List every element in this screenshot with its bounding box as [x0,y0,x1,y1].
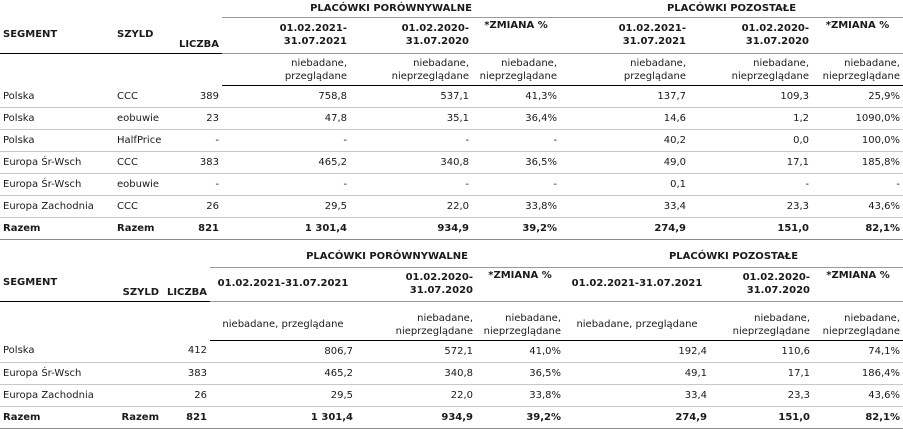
cell-c2020: - [350,130,472,152]
col-header-period-2020: 01.02.2020- 31.07.2020 [356,267,476,301]
other-period-2020-line1: 01.02.2020- [741,23,810,34]
col-header-other-period-2021: 01.02.2021-31.07.2021 [564,267,710,301]
cell-o2021: 137,7 [560,86,689,108]
cell-brand: eobuwie [114,174,174,196]
table-row [0,174,903,196]
table-row [0,384,903,406]
col-header-brand: SZYLD [114,267,162,301]
cell-o2020: 109,3 [689,86,812,108]
group-header-other: PLACÓWKI POZOSTAŁE [560,0,903,18]
col-header-count: LICZBA [174,18,222,54]
cell-cchg: 33,8% [476,384,564,406]
cell-c2021: 47,8 [222,108,350,130]
cell-brand: CCC [114,196,174,218]
cell-c2020: 22,0 [356,384,476,406]
cell-o2021: 192,4 [564,340,710,362]
note-reviewed: niebadane, przeglądane [222,54,350,86]
total-o2021: 274,9 [560,218,689,240]
table2-rows [0,340,903,428]
col-header-brand: SZYLD [114,18,174,54]
cell-o2021: 49,0 [560,152,689,174]
cell-o2021: 33,4 [560,196,689,218]
cell-ochg: 25,9% [812,86,903,108]
sales-table-by-segment [0,246,903,429]
total-segment: Razem [0,218,114,240]
cell-count: 26 [162,384,210,406]
total-brand: Razem [114,406,162,428]
cell-ochg: 186,4% [813,362,903,384]
cell-c2021: - [222,130,350,152]
total-row [0,218,903,240]
period-2021-line2: 31.07.2021 [283,36,347,47]
period-2020-line2: 31.07.2020 [405,36,469,47]
cell-count: - [174,130,222,152]
note-unreviewed-change: niebadane, nieprzeglądane [472,54,560,86]
col-header-period-2021 [222,18,350,54]
table-row [0,152,903,174]
total-c2021: 1 301,4 [222,218,350,240]
cell-brand [114,384,162,406]
cell-o2020: 1,2 [689,108,812,130]
col-header-segment: SEGMENT [0,18,114,54]
cell-c2021: 758,8 [222,86,350,108]
cell-segment: Polska [0,130,114,152]
col-header-count: LICZBA [162,267,210,301]
cell-c2020: 537,1 [350,86,472,108]
cell-c2021: 465,2 [222,152,350,174]
note-other-unreviewed: niebadane, nieprzeglądane [710,301,813,340]
cell-cchg: 36,4% [472,108,560,130]
cell-ochg: 43,6% [813,384,903,406]
cell-o2021: 49,1 [564,362,710,384]
cell-o2020: 17,1 [689,152,812,174]
note-unreviewed-change: niebadane, nieprzeglądane [476,301,564,340]
cell-o2021: 40,2 [560,130,689,152]
total-cchg: 39,2% [472,218,560,240]
col-header-period-2021: 01.02.2021-31.07.2021 [210,267,356,301]
col-header-other-change: *ZMIANA % [812,18,903,54]
total-count: 821 [174,218,222,240]
cell-brand [114,362,162,384]
group-header-comparable: PLACÓWKI PORÓWNYWALNE [210,246,564,267]
table-row [0,108,903,130]
cell-cchg: 33,8% [472,196,560,218]
total-o2020: 151,0 [710,406,813,428]
note-other-reviewed: niebadane, przeglądane [560,54,689,86]
cell-o2020: 23,3 [710,384,813,406]
cell-ochg: 185,8% [812,152,903,174]
total-o2020: 151,0 [689,218,812,240]
cell-count: 383 [174,152,222,174]
period-2020-line1: 01.02.2020- [401,23,469,34]
table-row [0,362,903,384]
cell-o2020: 17,1 [710,362,813,384]
total-segment: Razem [0,406,114,428]
table-row [0,130,903,152]
note-other-unreviewed: niebadane, nieprzeglądane [689,54,812,86]
other-period-2021-line1: 01.02.2021- [618,23,687,34]
cell-c2021: 29,5 [210,384,356,406]
note-reviewed: niebadane, przeglądane [210,301,356,340]
cell-count: 23 [174,108,222,130]
col-header-change: *ZMIANA % [472,18,560,54]
total-o2021: 274,9 [564,406,710,428]
cell-ochg: 100,0% [812,130,903,152]
cell-segment: Polska [0,86,114,108]
cell-ochg: 1090,0% [812,108,903,130]
total-cchg: 39,2% [476,406,564,428]
col-header-other-period-2020: 01.02.2020- 31.07.2020 [710,267,813,301]
cell-count: - [174,174,222,196]
cell-cchg: 36,5% [472,152,560,174]
cell-c2020: - [350,174,472,196]
cell-c2020: 340,8 [350,152,472,174]
cell-c2020: 22,0 [350,196,472,218]
col-header-period-2020 [350,18,472,54]
note-unreviewed: niebadane, nieprzeglądane [350,54,472,86]
col-header-segment: SEGMENT [0,267,114,301]
table-row [0,86,903,108]
total-c2021: 1 301,4 [210,406,356,428]
col-header-other-change: *ZMIANA % [813,267,903,301]
cell-c2021: 29,5 [222,196,350,218]
blank-header [0,0,222,18]
cell-o2021: 14,6 [560,108,689,130]
total-c2020: 934,9 [350,218,472,240]
cell-brand [114,340,162,362]
col-header-other-period-2020 [689,18,812,54]
cell-cchg: - [472,174,560,196]
cell-segment: Europa Zachodnia [0,196,114,218]
cell-ochg: 43,6% [812,196,903,218]
cell-o2020: 23,3 [689,196,812,218]
cell-count: 412 [162,340,210,362]
total-brand: Razem [114,218,174,240]
note-other-unreviewed-change: niebadane, nieprzeglądane [812,54,903,86]
cell-ochg: - [812,174,903,196]
cell-cchg: - [472,130,560,152]
cell-o2020: 110,6 [710,340,813,362]
total-ochg: 82,1% [813,406,903,428]
cell-c2020: 35,1 [350,108,472,130]
cell-segment: Europa Śr-Wsch [0,152,114,174]
table-row [0,196,903,218]
cell-o2020: 0,0 [689,130,812,152]
total-c2020: 934,9 [356,406,476,428]
cell-c2021: 806,7 [210,340,356,362]
cell-o2020: - [689,174,812,196]
cell-segment: Polska [0,340,114,362]
period-2021-line1: 01.02.2021- [279,23,347,34]
cell-brand: HalfPrice [114,130,174,152]
table-row [0,340,903,362]
cell-o2021: 33,4 [564,384,710,406]
note-other-reviewed: niebadane, przeglądane [564,301,710,340]
cell-segment: Polska [0,108,114,130]
cell-c2020: 572,1 [356,340,476,362]
group-header-other: PLACÓWKI POZOSTAŁE [564,246,903,267]
cell-brand: CCC [114,152,174,174]
total-ochg: 82,1% [812,218,903,240]
cell-count: 389 [174,86,222,108]
cell-cchg: 36,5% [476,362,564,384]
cell-count: 26 [174,196,222,218]
cell-count: 383 [162,362,210,384]
cell-c2021: 465,2 [210,362,356,384]
note-unreviewed: niebadane, nieprzeglądane [356,301,476,340]
col-header-other-period-2021 [560,18,689,54]
note-other-unreviewed-change: niebadane, nieprzeglądane [813,301,903,340]
cell-segment: Europa Śr-Wsch [0,174,114,196]
cell-ochg: 74,1% [813,340,903,362]
table1-rows [0,86,903,240]
cell-c2021: - [222,174,350,196]
total-count: 821 [162,406,210,428]
other-period-2021-line2: 31.07.2021 [622,36,687,47]
other-period-2020-line2: 31.07.2020 [745,36,810,47]
group-header-comparable: PLACÓWKI PORÓWNYWALNE [222,0,560,18]
cell-segment: Europa Śr-Wsch [0,362,114,384]
cell-brand: eobuwie [114,108,174,130]
cell-brand: CCC [114,86,174,108]
cell-o2021: 0,1 [560,174,689,196]
cell-cchg: 41,0% [476,340,564,362]
cell-segment: Europa Zachodnia [0,384,114,406]
cell-c2020: 340,8 [356,362,476,384]
cell-cchg: 41,3% [472,86,560,108]
col-header-change: *ZMIANA % [476,267,564,301]
